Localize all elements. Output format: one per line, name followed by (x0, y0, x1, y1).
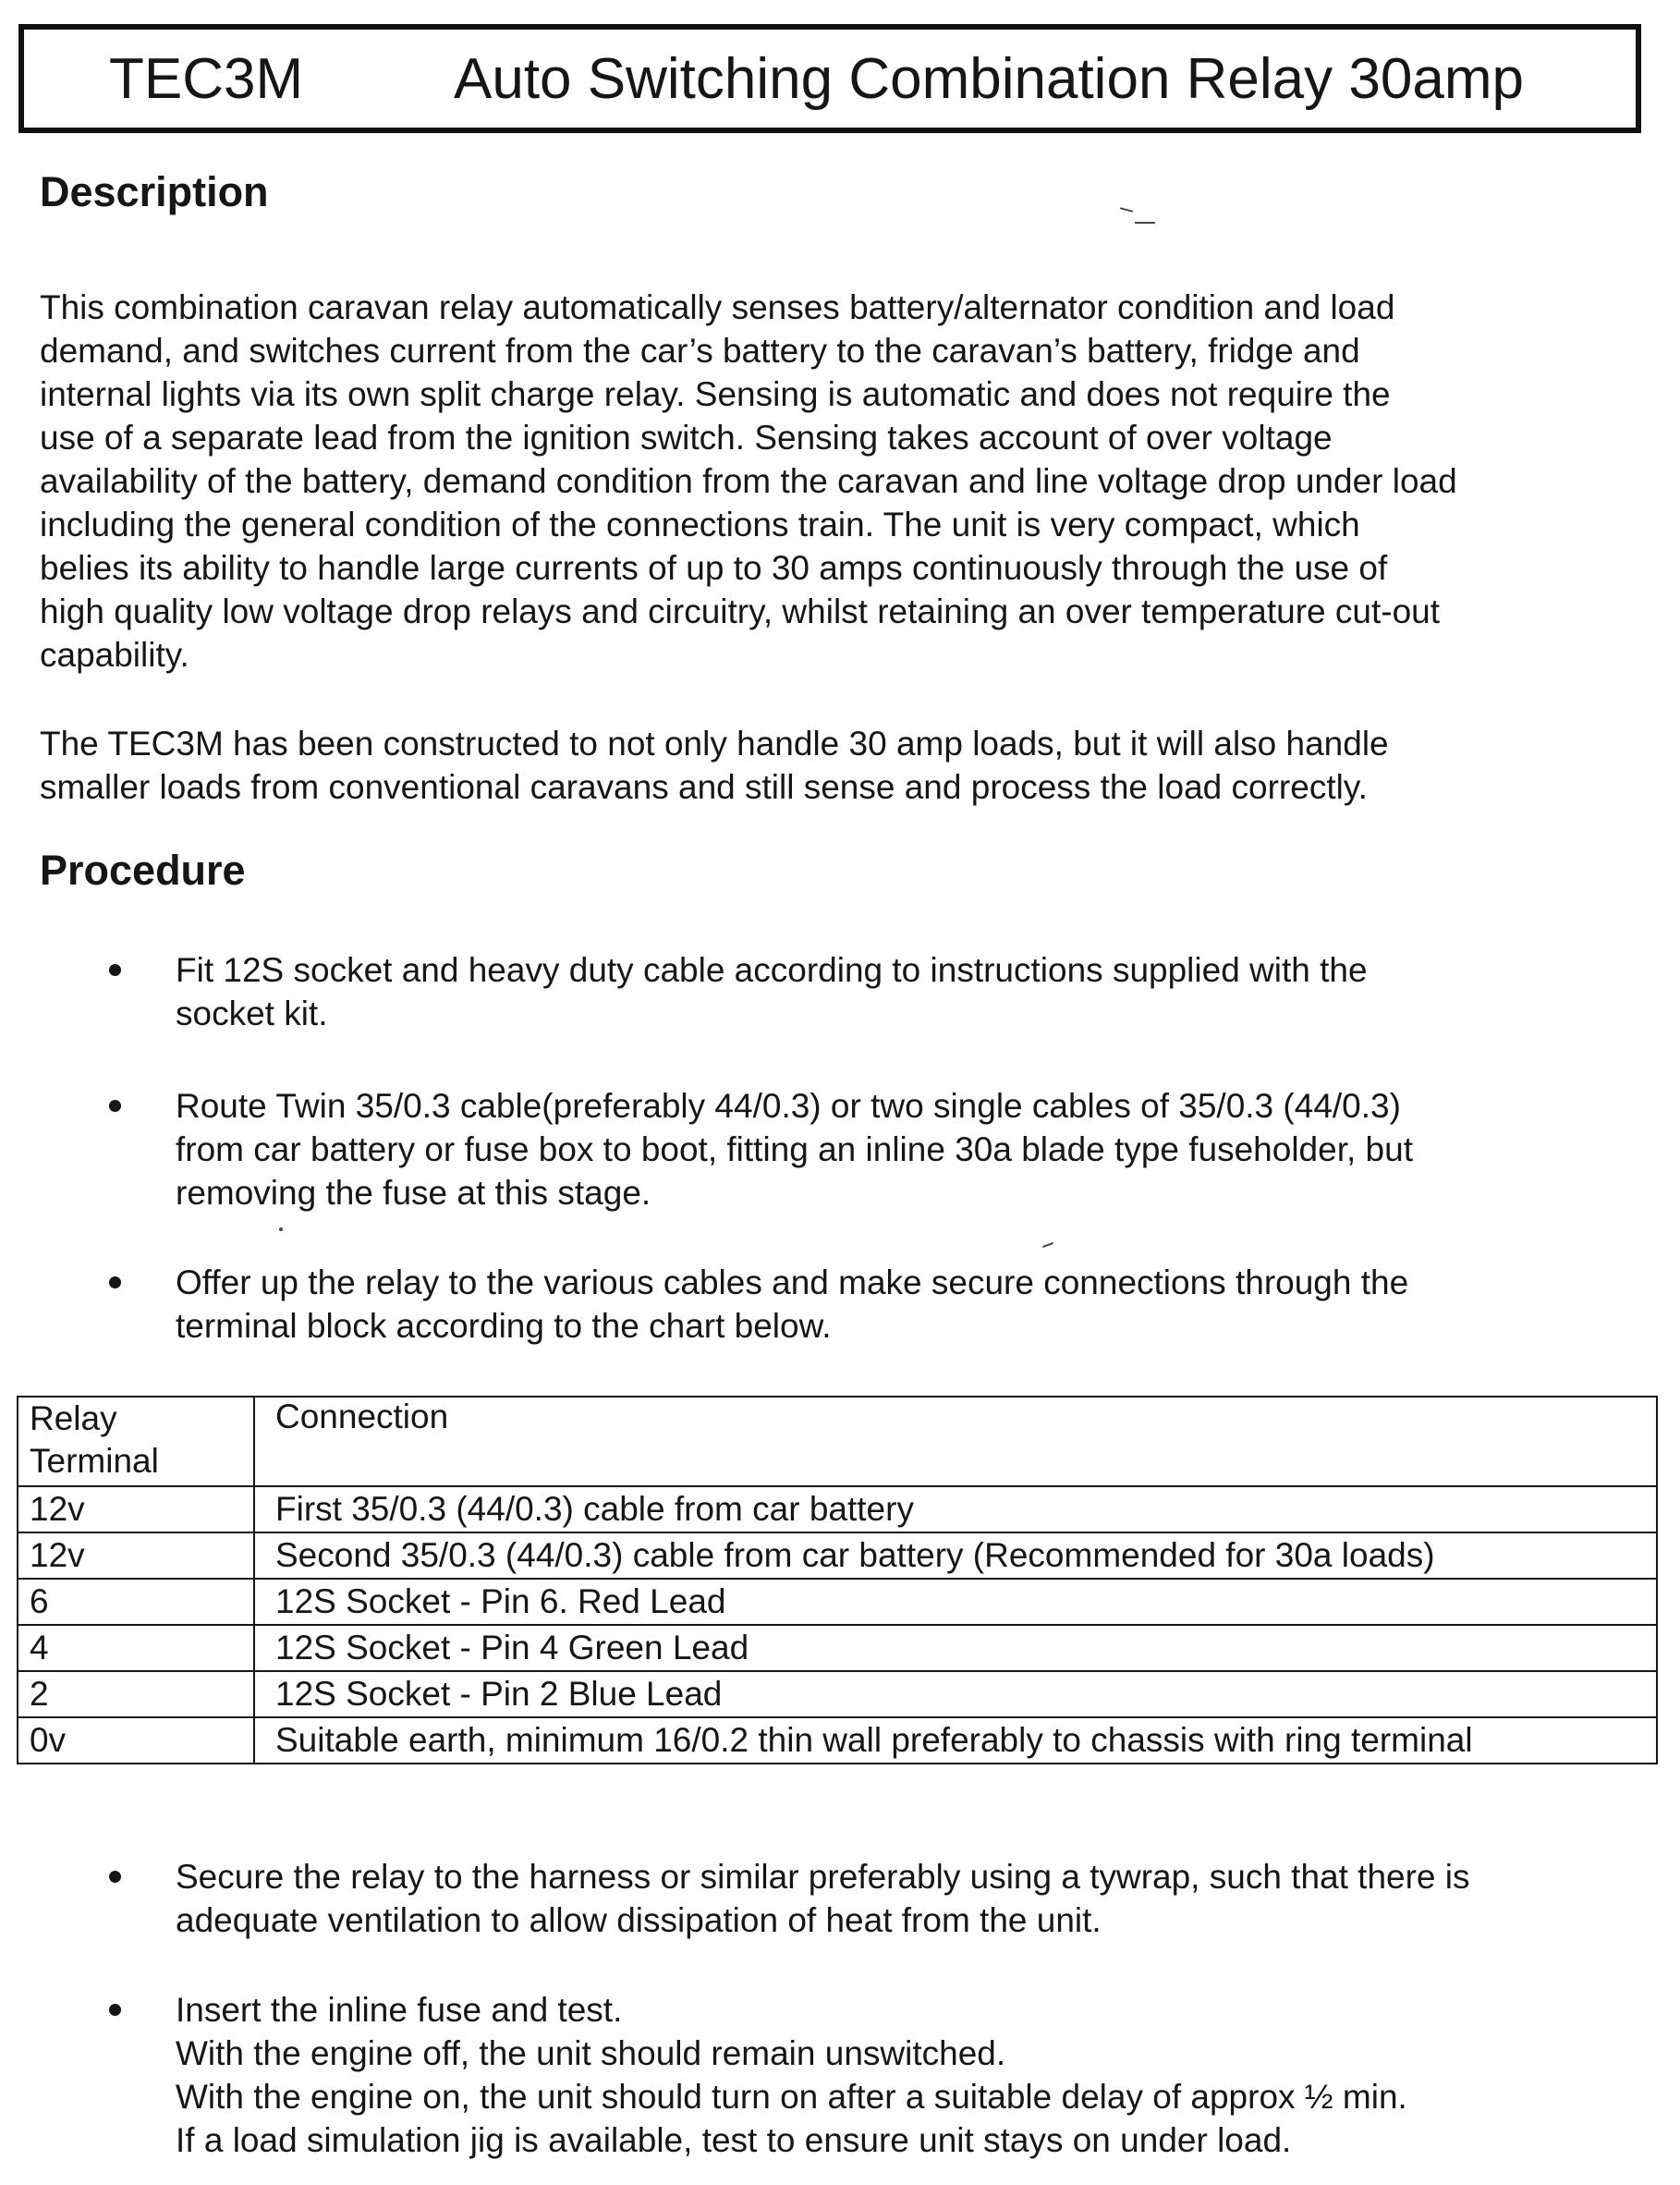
connection-cell: 12S Socket - Pin 4 Green Lead (254, 1625, 1657, 1671)
table-row (18, 1671, 1657, 1717)
scan-mark (1135, 222, 1155, 224)
header-line: Terminal (30, 1442, 159, 1480)
connection-table (17, 1396, 1658, 1764)
terminal-cell: 4 (18, 1625, 254, 1671)
step-line: If a load simulation jig is available, test to ensure unit stays on under load. (176, 2121, 1292, 2159)
paragraph-line: high quality low voltage drop relays and circuitry, whilst retaining an over temperature cut-out (40, 592, 1441, 630)
bullet-icon (109, 2004, 121, 2016)
paragraph-line: The TEC3M has been constructed to not only handle 30 amp loads, but it will also handle (40, 725, 1389, 763)
terminal-cell: 2 (18, 1671, 254, 1717)
step-line: Secure the relay to the harness or similar preferably using a tywrap, such that there is (176, 1858, 1470, 1896)
connection-cell: Suitable earth, minimum 16/0.2 thin wall preferably to chassis with ring terminal (254, 1717, 1657, 1764)
step-line: Fit 12S socket and heavy duty cable according to instructions supplied with the (176, 951, 1368, 989)
step-line: With the engine off, the unit should remain unswitched. (176, 2034, 1006, 2072)
procedure-heading: Procedure (40, 847, 246, 894)
paragraph-line: belies its ability to handle large currents of up to 30 amps continuously through the use of (40, 549, 1388, 587)
step-line: adequate ventilation to allow dissipation of heat from the unit. (176, 1901, 1102, 1939)
description-heading: Description (40, 168, 269, 215)
description-paragraph-1 (40, 286, 1457, 677)
table-header-row (18, 1397, 1657, 1486)
scan-mark (1120, 207, 1133, 213)
scan-mark (1042, 1242, 1053, 1248)
table-row (18, 1532, 1657, 1579)
paragraph-line: smaller loads from conventional caravans and still sense and process the load correctly. (40, 768, 1368, 806)
step-line: terminal block according to the chart below. (176, 1307, 832, 1345)
product-code: TEC3M (109, 47, 304, 111)
step-line: from car battery or fuse box to boot, fitting an inline 30a blade type fuseholder, but (176, 1130, 1413, 1168)
bullet-icon (109, 1871, 121, 1883)
procedure-step (176, 948, 1368, 1035)
step-line: Offer up the relay to the various cables and make secure connections through the (176, 1263, 1409, 1301)
procedure-step (176, 1988, 1407, 2162)
table-row (18, 1486, 1657, 1532)
step-line: With the engine on, the unit should turn on after a suitable delay of approx ½ min. (176, 2078, 1407, 2116)
title-box (18, 24, 1641, 133)
procedure-step (176, 1855, 1470, 1942)
step-line: removing the fuse at this stage. (176, 1174, 651, 1212)
procedure-step (176, 1084, 1413, 1215)
table-row (18, 1579, 1657, 1625)
connection-header: Connection (254, 1397, 1657, 1486)
paragraph-line: capability. (40, 636, 189, 674)
step-line: socket kit. (176, 995, 328, 1032)
paragraph-line: This combination caravan relay automatically senses battery/alternator condition and load (40, 288, 1395, 326)
scan-mark (279, 1227, 283, 1231)
paragraph-line: availability of the battery, demand condition from the caravan and line voltage drop under load (40, 462, 1457, 500)
relay-terminal-header (18, 1397, 254, 1486)
terminal-cell: 0v (18, 1717, 254, 1764)
terminal-cell: 12v (18, 1486, 254, 1532)
connection-cell: 12S Socket - Pin 2 Blue Lead (254, 1671, 1657, 1717)
step-line: Route Twin 35/0.3 cable(preferably 44/0.3) or two single cables of 35/0.3 (44/0.3) (176, 1087, 1401, 1125)
connection-cell: 12S Socket - Pin 6. Red Lead (254, 1579, 1657, 1625)
bullet-icon (109, 1276, 121, 1288)
description-paragraph-2 (40, 722, 1389, 809)
connection-cell: Second 35/0.3 (44/0.3) cable from car battery (Recommended for 30a loads) (254, 1532, 1657, 1579)
product-title: Auto Switching Combination Relay 30amp (454, 47, 1524, 111)
step-line: Insert the inline fuse and test. (176, 1991, 623, 2029)
terminal-cell: 12v (18, 1532, 254, 1579)
bullet-icon (109, 1100, 121, 1112)
paragraph-line: demand, and switches current from the car’s battery to the caravan’s battery, fridge and (40, 332, 1360, 370)
paragraph-line: including the general condition of the connections train. The unit is very compact, which (40, 506, 1360, 543)
terminal-cell: 6 (18, 1579, 254, 1625)
table-row (18, 1717, 1657, 1764)
procedure-step (176, 1261, 1408, 1348)
paragraph-line: internal lights via its own split charge relay. Sensing is automatic and does not require the (40, 375, 1391, 413)
paragraph-line: use of a separate lead from the ignition switch. Sensing takes account of over voltage (40, 419, 1333, 457)
header-line: Relay (30, 1399, 117, 1437)
bullet-icon (109, 964, 121, 976)
table-row (18, 1625, 1657, 1671)
connection-cell: First 35/0.3 (44/0.3) cable from car battery (254, 1486, 1657, 1532)
